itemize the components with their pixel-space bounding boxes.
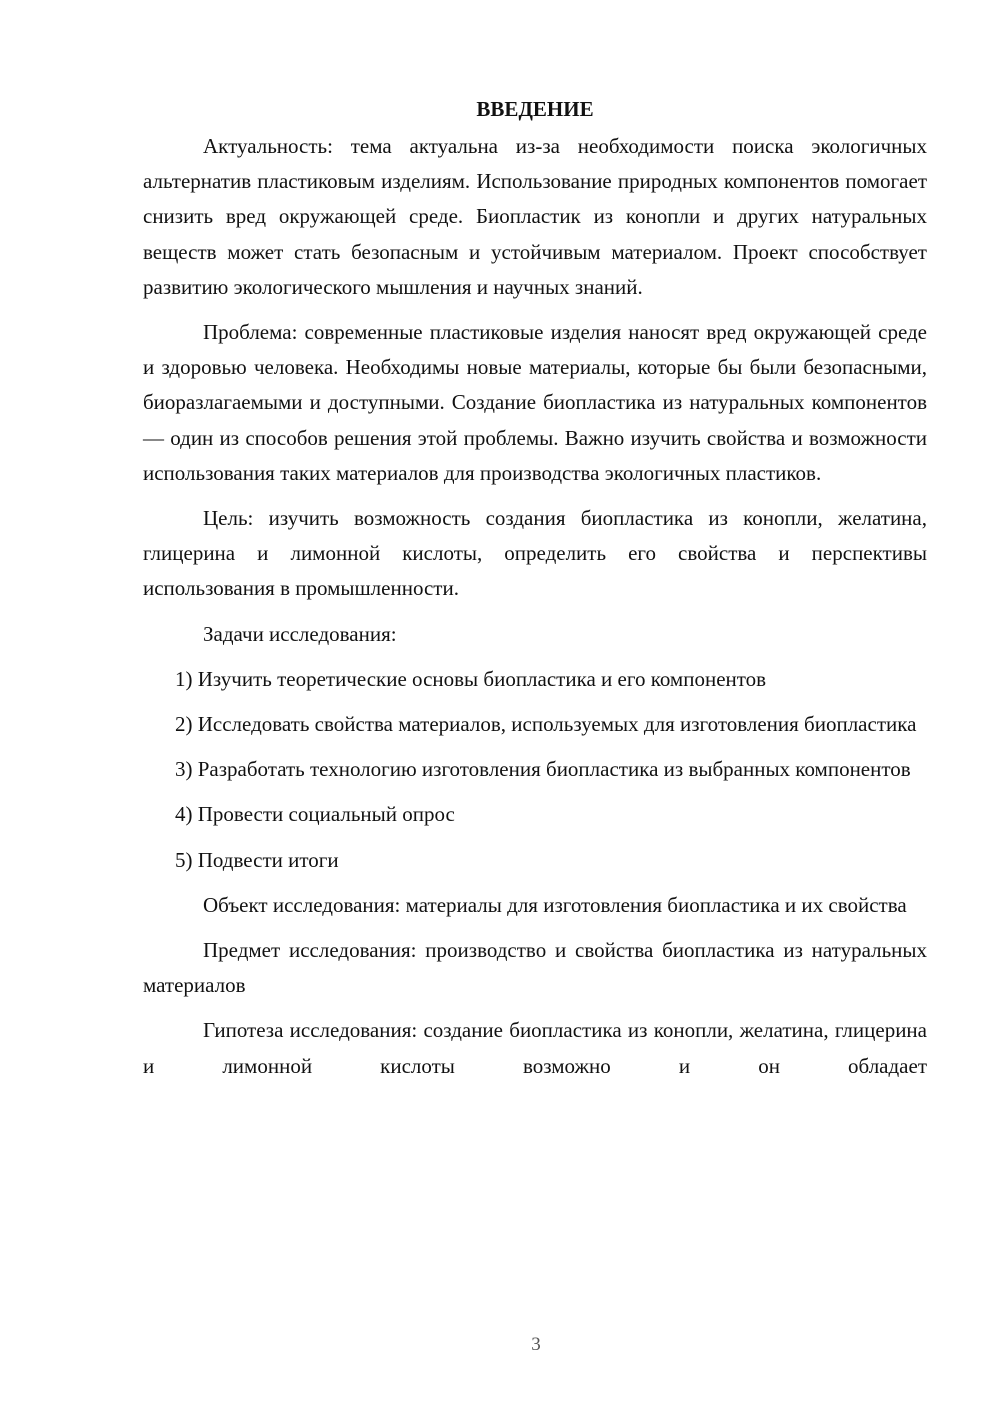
subject-paragraph: Предмет исследования: производство и свойства биопластика из натуральных материалов [143,938,927,998]
problem-paragraph: Проблема: современные пластиковые изделия наносят вред окружающей среде и здоровью человека. Необходимы новые материалы, которые бы были безопасными, биоразлагаемыми и доступными. Создание биопластика из натуральных компонентов — один из способов решения этой проблемы. Важно изучить свойства и возможности использования таких материалов для производства экологичных пластиков. [143,320,927,485]
hypothesis-paragraph: Гипотеза исследования: создание биопластика из конопли, желатина, глицерина и лимонной кислоты возможно и он обладает [143,1018,927,1078]
goal-paragraph: Цель: изучить возможность создания биопластика из конопли, желатина, глицерина и лимонной кислоты, определить его свойства и перспективы использования в промышленности. [143,506,927,601]
task-item: 2) Исследовать свойства материалов, используемых для изготовления биопластика [175,712,917,737]
object-paragraph: Объект исследования: материалы для изготовления биопластика и их свойства [203,892,907,917]
relevance-paragraph: Актуальность: тема актуальна из-за необходимости поиска экологичных альтернатив пластиковым изделиям. Использование природных компонентов помогает снизить вред окружающей среде. Биопластик из конопли и других натуральных веществ может стать безопасным и устойчивым материалом. Проект способствует развитию экологического мышления и научных знаний. [143,134,927,299]
task-item: 3) Разработать технологию изготовления биопластика из выбранных компонентов [175,757,911,782]
task-item: 4) Провести социальный опрос [175,802,455,827]
page-content [143,92,927,1094]
page-number: 3 [531,1334,541,1355]
tasks-heading: Задачи исследования: [203,621,397,646]
task-item: 1) Изучить теоретические основы биопластика и его компонентов [175,666,767,691]
task-item: 5) Подвести итоги [175,847,339,872]
section-heading: ВВЕДЕНИЕ [476,97,594,121]
